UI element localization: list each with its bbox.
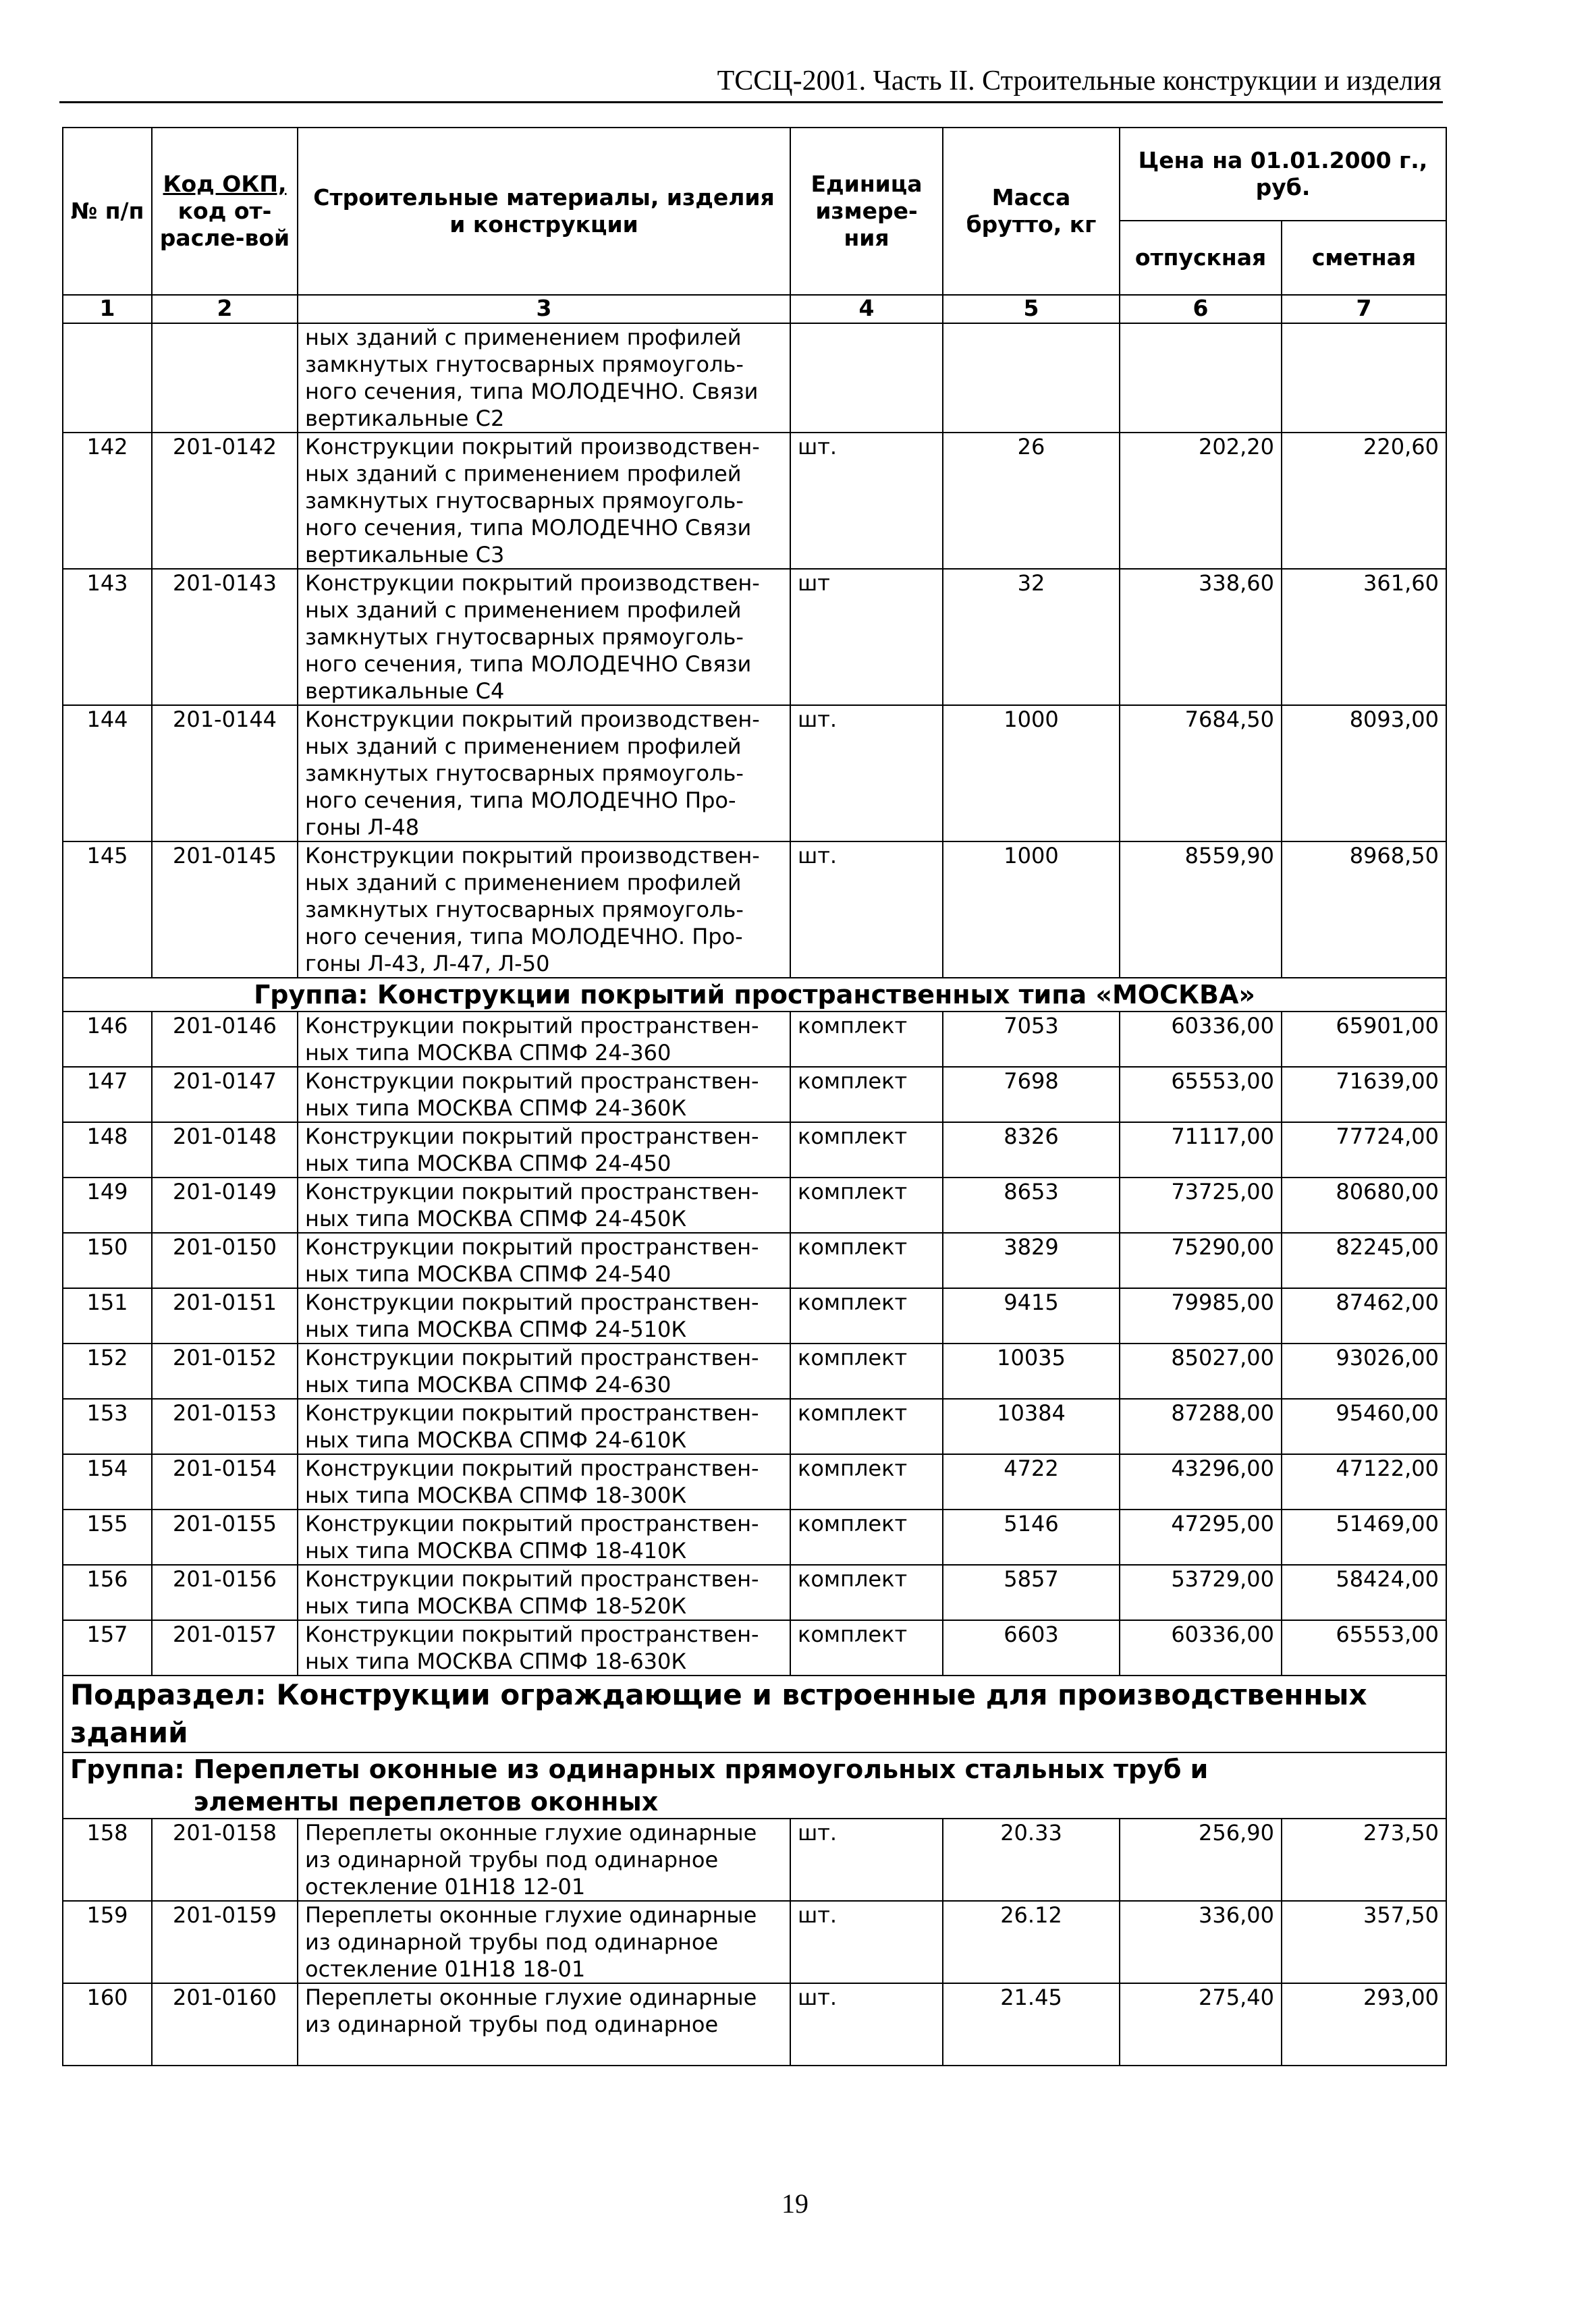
header-price-estimate: сметная [1282,221,1446,295]
header-num: № п/п [63,128,152,295]
cell-mass: 21.45 [943,1983,1120,2066]
cell-price-release: 7684,50 [1120,705,1282,841]
cell-code: 201-0151 [152,1288,298,1344]
cell-number: 156 [63,1565,152,1620]
cell-price-estimate: 80680,00 [1282,1178,1446,1233]
column-numbers-row [63,295,1446,323]
cell-name: Конструкции покрытий производствен-ных зданий с применением профилей замкнутых гнутосварных прямоуголь-ного сечения, типа МОЛОДЕЧНО. Про-гоны Л-43, Л-47, Л-50 [298,841,790,978]
column-number: 5 [943,295,1120,323]
cell-name: Конструкции покрытий пространствен-ных типа МОСКВА СПМФ 24-510К [298,1288,790,1344]
cell-mass: 8653 [943,1178,1120,1233]
cell-mass: 10035 [943,1344,1120,1399]
cell-price-release: 338,60 [1120,569,1282,705]
cell-mass: 26 [943,433,1120,569]
cell-code: 201-0160 [152,1983,298,2066]
table-row [63,1454,1446,1510]
cell-number: 149 [63,1178,152,1233]
cell-price-estimate: 220,60 [1282,433,1446,569]
cell-number: 150 [63,1233,152,1288]
cell-code: 201-0153 [152,1399,298,1454]
cell-number: 145 [63,841,152,978]
cell-number: 144 [63,705,152,841]
cell-number: 142 [63,433,152,569]
header-price-release: отпускная [1120,221,1282,295]
cell-number: 143 [63,569,152,705]
cell-name: Конструкции покрытий производствен-ных зданий с применением профилей замкнутых гнутосварных прямоуголь-ного сечения, типа МОЛОДЕЧНО Про-гоны Л-48 [298,705,790,841]
cell-name: Конструкции покрытий пространствен-ных типа МОСКВА СПМФ 24-450 [298,1122,790,1178]
cell-price-estimate: 65901,00 [1282,1012,1446,1067]
table-row [63,1901,1446,1983]
cell-price-release: 60336,00 [1120,1620,1282,1676]
cell-price-estimate: 71639,00 [1282,1067,1446,1122]
cell-unit: комплект [790,1620,943,1676]
cell-unit: комплект [790,1067,943,1122]
subsection-row [63,1676,1446,1752]
cell-name: Конструкции покрытий пространствен-ных типа МОСКВА СПМФ 24-360К [298,1067,790,1122]
cell-code: 201-0150 [152,1233,298,1288]
cell-code: 201-0142 [152,433,298,569]
cell-unit: шт. [790,1983,943,2066]
cell-code: 201-0156 [152,1565,298,1620]
cell-number: 158 [63,1819,152,1901]
cell-price-estimate: 95460,00 [1282,1399,1446,1454]
cell-name: Конструкции покрытий производствен-ных зданий с применением профилей замкнутых гнутосварных прямоуголь-ного сечения, типа МОЛОДЕЧНО Связи вертикальные С4 [298,569,790,705]
group-heading-windows [63,1752,1446,1819]
cell-price-release: 60336,00 [1120,1012,1282,1067]
cell-mass: 32 [943,569,1120,705]
cell-unit: комплект [790,1012,943,1067]
table-row [63,1288,1446,1344]
cell-price-release: 336,00 [1120,1901,1282,1983]
cell-name: ных зданий с применением профилей замкнутых гнутосварных прямоуголь-ного сечения, типа МОЛОДЕЧНО. Связи вертикальные С2 [298,323,790,433]
cell-price-estimate: 82245,00 [1282,1233,1446,1288]
cell-price-estimate: 58424,00 [1282,1565,1446,1620]
cell-number: 147 [63,1067,152,1122]
cell-price-estimate: 65553,00 [1282,1620,1446,1676]
cell-price-release: 85027,00 [1120,1344,1282,1399]
table-row [63,705,1446,841]
cell-number: 146 [63,1012,152,1067]
cell-mass: 7698 [943,1067,1120,1122]
cell-code: 201-0152 [152,1344,298,1399]
cell-price-release: 71117,00 [1120,1122,1282,1178]
cell-unit: шт [790,569,943,705]
header-name: Строительные материалы, изделия и конструкции [298,128,790,295]
cell-unit: шт. [790,1819,943,1901]
group-title: Переплеты оконные из одинарных прямоугольных стальных труб и элементы переплетов оконных [193,1754,1209,1817]
column-number: 1 [63,295,152,323]
cell-name: Переплеты оконные глухие одинарные из одинарной трубы под одинарное [298,1983,790,2066]
cell-unit: комплект [790,1178,943,1233]
table-row [63,1399,1446,1454]
table-row [63,1565,1446,1620]
group-heading-moscow: Группа: Конструкции покрытий пространственных типа «МОСКВА» [63,978,1446,1012]
cell-number: 160 [63,1983,152,2066]
cell-unit: комплект [790,1122,943,1178]
cell-mass: 1000 [943,705,1120,841]
cell-price-release: 75290,00 [1120,1233,1282,1288]
cell-name: Конструкции покрытий пространствен-ных типа МОСКВА СПМФ 18-300К [298,1454,790,1510]
cell-unit: шт. [790,433,943,569]
table-row [63,1067,1446,1122]
column-number: 7 [1282,295,1446,323]
table-row [63,1012,1446,1067]
table-row [63,569,1446,705]
cell-price-release: 47295,00 [1120,1510,1282,1565]
table-row [63,1344,1446,1399]
cell-number: 155 [63,1510,152,1565]
cell-price-release: 79985,00 [1120,1288,1282,1344]
cell-name: Конструкции покрытий пространствен-ных типа МОСКВА СПМФ 24-360 [298,1012,790,1067]
column-number: 6 [1120,295,1282,323]
cell-name: Конструкции покрытий пространствен-ных типа МОСКВА СПМФ 18-520К [298,1565,790,1620]
cell-name: Переплеты оконные глухие одинарные из одинарной трубы под одинарное остекление 01Н18 18-01 [298,1901,790,1983]
cell-code: 201-0146 [152,1012,298,1067]
price-table [62,127,1447,2066]
cell-price-release: 73725,00 [1120,1178,1282,1233]
cell-name: Конструкции покрытий пространствен-ных типа МОСКВА СПМФ 24-540 [298,1233,790,1288]
cell-price-release: 87288,00 [1120,1399,1282,1454]
header-unit: Единица измере-ния [790,128,943,295]
cell-mass: 4722 [943,1454,1120,1510]
header-price: Цена на 01.01.2000 г., руб. [1120,128,1446,221]
cell-mass: 6603 [943,1620,1120,1676]
table-row [63,1819,1446,1901]
cell-code: 201-0147 [152,1067,298,1122]
cell-number: 152 [63,1344,152,1399]
cell-price-estimate: 293,00 [1282,1983,1446,2066]
table-row-continuation [63,323,1446,433]
cell-number: 151 [63,1288,152,1344]
cell-price-estimate: 273,50 [1282,1819,1446,1901]
header-rule [59,101,1443,103]
table-row [63,1178,1446,1233]
header-row [63,128,1446,221]
header-mass: Масса брутто, кг [943,128,1120,295]
cell-unit: комплект [790,1454,943,1510]
column-number: 4 [790,295,943,323]
cell-name: Конструкции покрытий пространствен-ных типа МОСКВА СПМФ 24-630 [298,1344,790,1399]
cell-number: 159 [63,1901,152,1983]
cell-code: 201-0154 [152,1454,298,1510]
cell-unit: комплект [790,1399,943,1454]
cell-code: 201-0143 [152,569,298,705]
cell-price-estimate: 361,60 [1282,569,1446,705]
cell-price-estimate: 357,50 [1282,1901,1446,1983]
table-row [63,433,1446,569]
header-code-branch: код от-расле-вой [159,198,290,251]
cell-code: 201-0158 [152,1819,298,1901]
rows-group-b [63,1012,1446,1676]
cell-name: Конструкции покрытий пространствен-ных типа МОСКВА СПМФ 18-630К [298,1620,790,1676]
cell-price-release: 202,20 [1120,433,1282,569]
group-row [63,978,1446,1012]
cell-price-estimate: 8968,50 [1282,841,1446,978]
group-row [63,1752,1446,1819]
cell-code: 201-0159 [152,1901,298,1983]
cell-unit: шт. [790,841,943,978]
cell-code: 201-0145 [152,841,298,978]
cell-price-release: 53729,00 [1120,1565,1282,1620]
cell-price-release: 275,40 [1120,1983,1282,2066]
cell-mass: 5857 [943,1565,1120,1620]
table-row [63,1983,1446,2066]
cell-mass: 7053 [943,1012,1120,1067]
cell-mass: 5146 [943,1510,1120,1565]
group-label: Группа: [70,1754,185,1784]
table-row [63,1620,1446,1676]
rows-group-a [63,433,1446,978]
cell-name: Конструкции покрытий пространствен-ных типа МОСКВА СПМФ 18-410К [298,1510,790,1565]
cell-price-release: 8559,90 [1120,841,1282,978]
cell-unit: комплект [790,1565,943,1620]
cell-price-estimate: 51469,00 [1282,1510,1446,1565]
header-code-okp: Код ОКП, [163,171,287,197]
rows-group-c [63,1819,1446,2066]
cell-code: 201-0148 [152,1122,298,1178]
cell-unit: шт. [790,1901,943,1983]
cell-name: Конструкции покрытий пространствен-ных типа МОСКВА СПМФ 24-610К [298,1399,790,1454]
cell-mass: 3829 [943,1233,1120,1288]
cell-code: 201-0157 [152,1620,298,1676]
cell-price-release: 256,90 [1120,1819,1282,1901]
table-row [63,1233,1446,1288]
cell-mass: 10384 [943,1399,1120,1454]
cell-unit: комплект [790,1233,943,1288]
cell-number: 157 [63,1620,152,1676]
cell-price-estimate: 77724,00 [1282,1122,1446,1178]
table-row [63,1122,1446,1178]
cell-unit: шт. [790,705,943,841]
cell-number: 154 [63,1454,152,1510]
cell-name: Конструкции покрытий пространствен-ных типа МОСКВА СПМФ 24-450К [298,1178,790,1233]
cell-mass: 1000 [943,841,1120,978]
cell-code: 201-0155 [152,1510,298,1565]
cell-price-estimate: 8093,00 [1282,705,1446,841]
table-row [63,841,1446,978]
page-number: 19 [782,2188,808,2219]
cell-mass: 9415 [943,1288,1120,1344]
column-number: 3 [298,295,790,323]
cell-code: 201-0144 [152,705,298,841]
cell-mass: 8326 [943,1122,1120,1178]
cell-price-estimate: 87462,00 [1282,1288,1446,1344]
subsection-heading: Подраздел: Конструкции ограждающие и встроенные для производственных зданий [63,1676,1446,1752]
cell-name: Переплеты оконные глухие одинарные из одинарной трубы под одинарное остекление 01Н18 12-01 [298,1819,790,1901]
cell-mass: 26.12 [943,1901,1120,1983]
cell-unit: комплект [790,1510,943,1565]
cell-price-release: 43296,00 [1120,1454,1282,1510]
header-code [152,128,298,295]
cell-price-estimate: 93026,00 [1282,1344,1446,1399]
column-number: 2 [152,295,298,323]
running-header: ТССЦ-2001. Часть II. Строительные конструкции и изделия [717,65,1442,96]
cell-code: 201-0149 [152,1178,298,1233]
cell-unit: комплект [790,1344,943,1399]
table-row [63,1510,1446,1565]
cell-mass: 20.33 [943,1819,1120,1901]
cell-price-estimate: 47122,00 [1282,1454,1446,1510]
cell-number: 148 [63,1122,152,1178]
cell-price-release: 65553,00 [1120,1067,1282,1122]
cell-unit: комплект [790,1288,943,1344]
cell-number: 153 [63,1399,152,1454]
cell-name: Конструкции покрытий производствен-ных зданий с применением профилей замкнутых гнутосварных прямоуголь-ного сечения, типа МОЛОДЕЧНО Связи вертикальные С3 [298,433,790,569]
